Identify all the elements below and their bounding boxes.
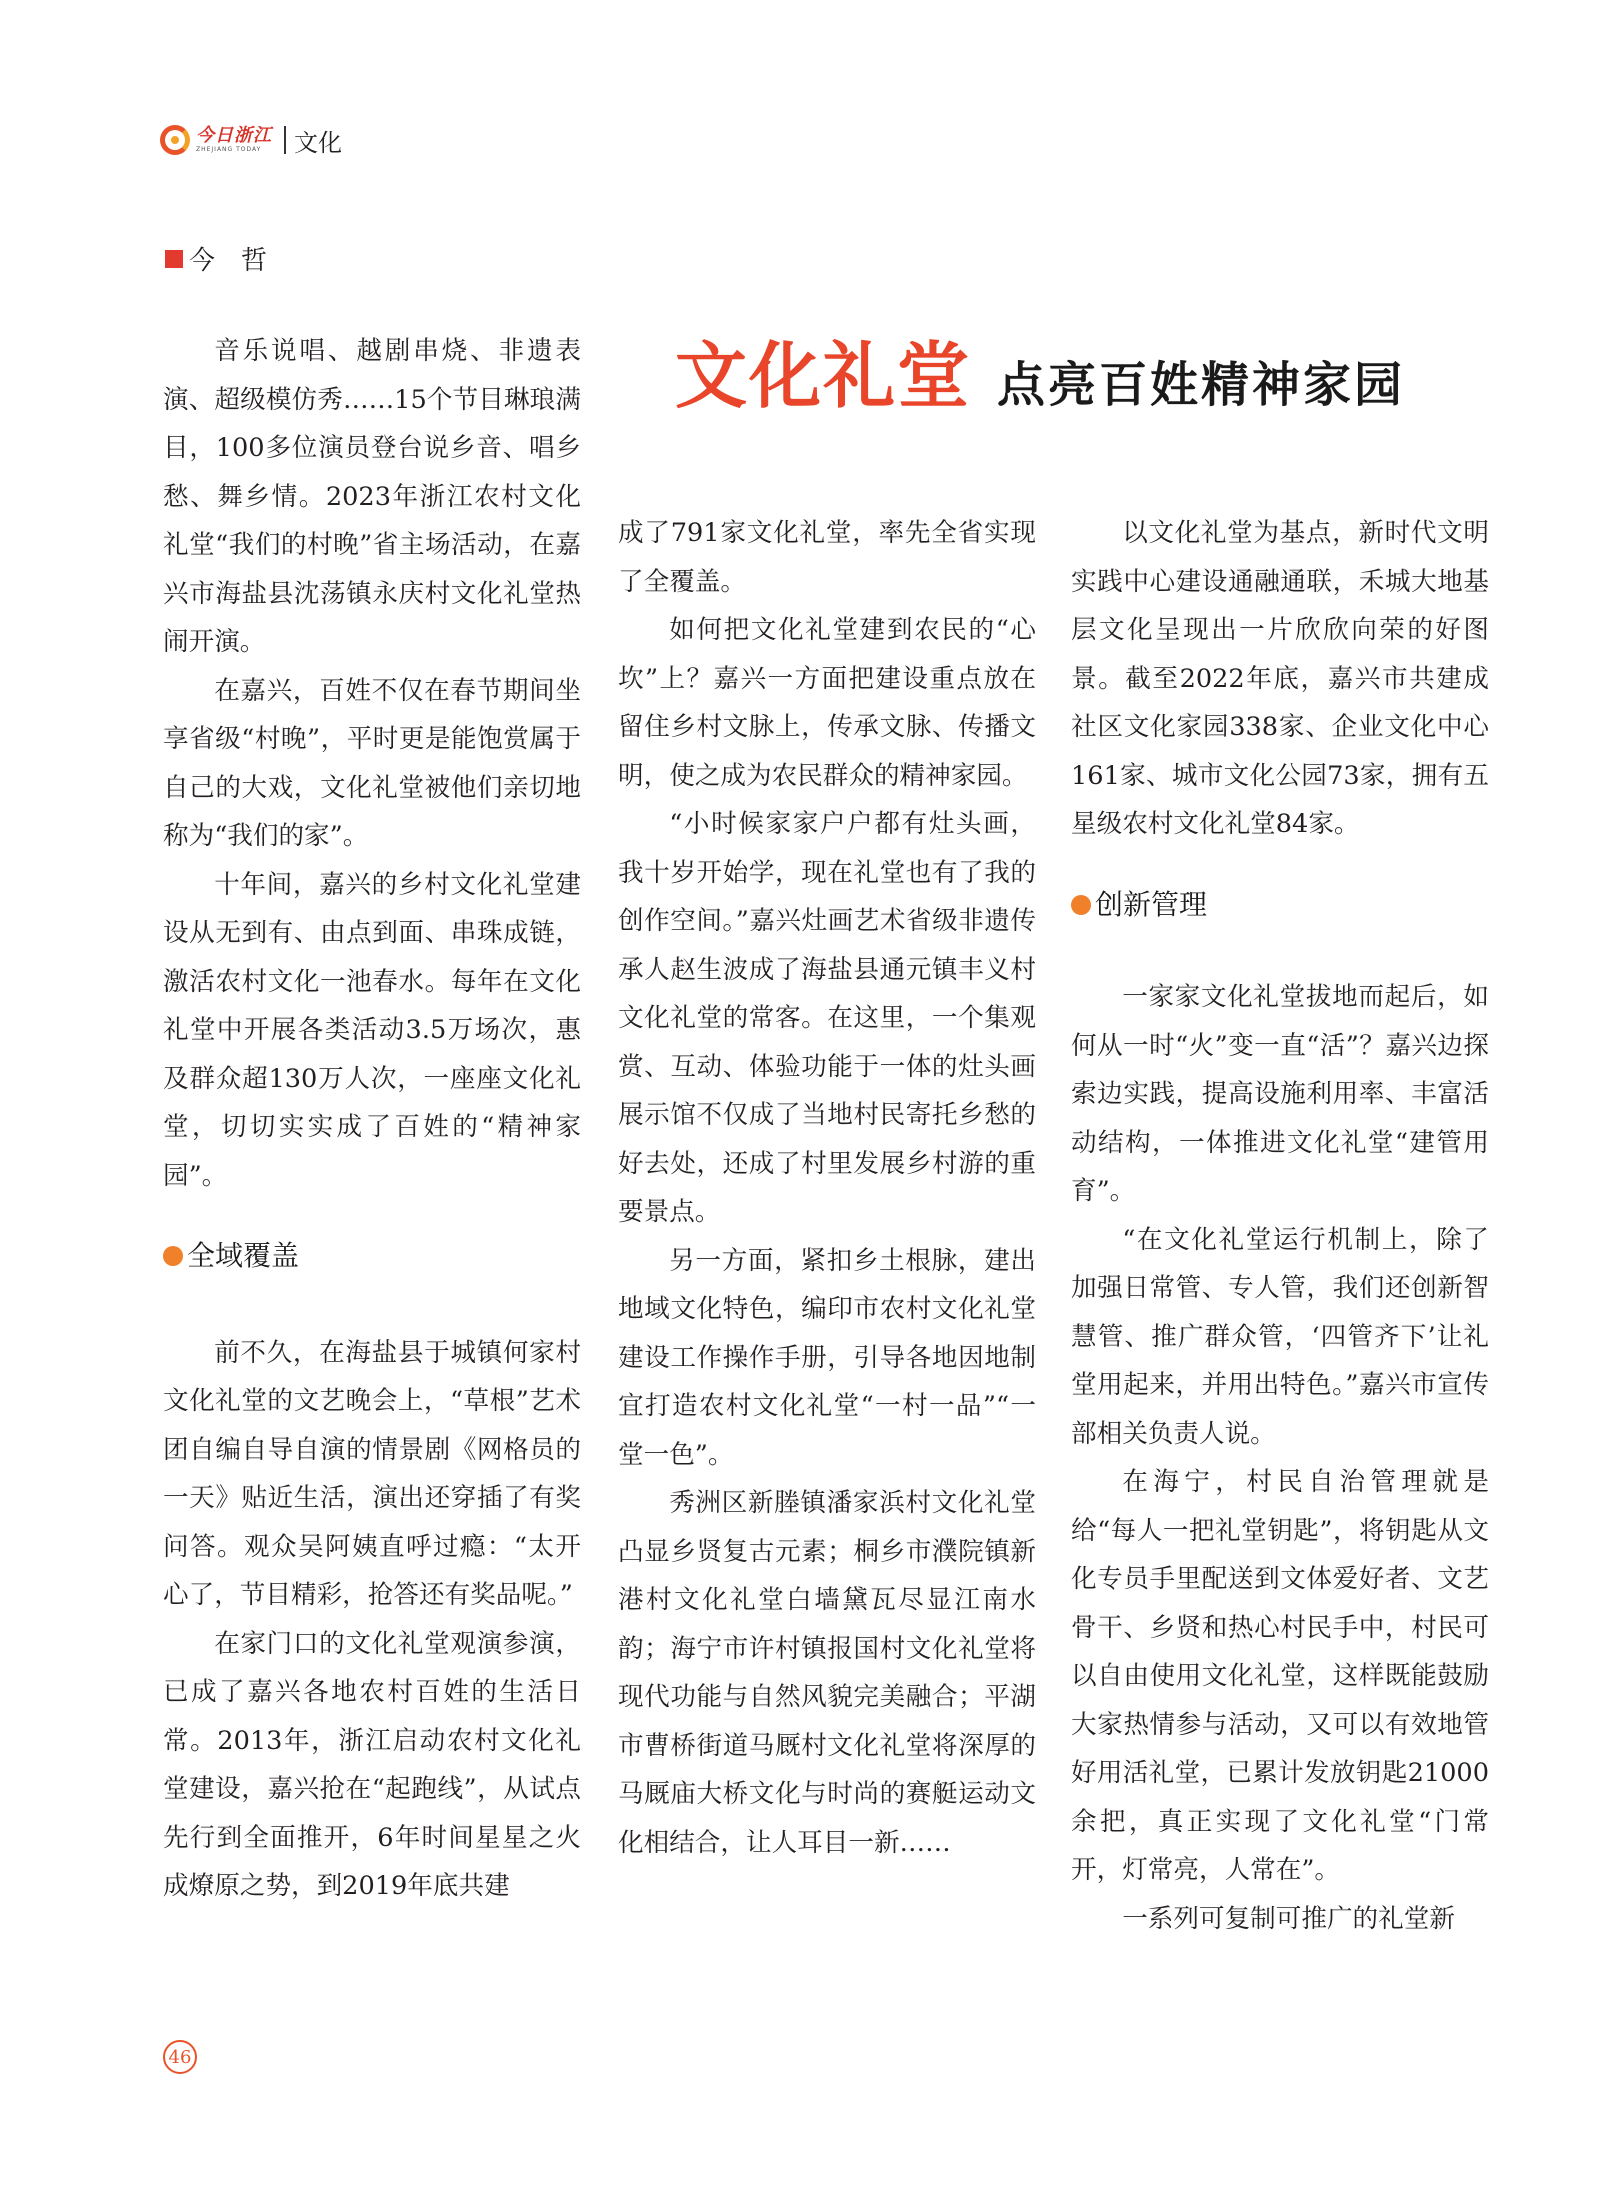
paragraph: “在文化礼堂运行机制上，除了加强日常管、专人管，我们还创新智慧管、推广群众管，‘四管齐下’让礼堂用起来，并用出特色。”嘉兴市宣传部相关负责人说。 xyxy=(1071,1224,1489,1449)
article-title xyxy=(675,318,1405,422)
header-divider xyxy=(284,126,286,154)
paragraph: 十年间，嘉兴的乡村文化礼堂建设从无到有、由点到面、串珠成链，激活农村文化一池春水。每年在文化礼堂中开展各类活动3.5万场次，惠及群众超130万人次，一座座文化礼堂，切切实实成了百姓的“精神家园”。 xyxy=(163,869,581,1191)
paragraph: 音乐说唱、越剧串烧、非遗表演、超级模仿秀……15个节目琳琅满目，100多位演员登台说乡音、唱乡愁、舞乡情。2023年浙江农村文化礼堂“我们的村晚”省主场活动，在嘉兴市海盐县沈荡镇永庆村文化礼堂热闹开演。 xyxy=(163,336,581,657)
title-main: 文化礼堂 xyxy=(675,334,972,418)
page-header xyxy=(160,120,342,160)
title-sub: 点亮百姓精神家园 xyxy=(997,357,1406,413)
page-number: 46 xyxy=(163,2040,197,2074)
column-3 xyxy=(1071,509,1489,1943)
byline-square-icon xyxy=(165,250,183,268)
paragraph: 一系列可复制可推广的礼堂新 xyxy=(1122,1903,1455,1934)
section-heading-management xyxy=(1071,881,1489,930)
section-heading-text: 全域覆盖 xyxy=(187,1239,300,1272)
bullet-dot-icon xyxy=(163,1246,183,1266)
paragraph: 秀洲区新塍镇潘家浜村文化礼堂凸显乡贤复古元素；桐乡市濮院镇新港村文化礼堂白墙黛瓦尽显江南水韵；海宁市许村镇报国村文化礼堂将现代功能与自然风貌完美融合；平湖市曹桥街道马厩村文化礼堂将深厚的马厩庙大桥文化与时尚的赛艇运动文化相结合，让人耳目一新…… xyxy=(618,1488,1036,1858)
paragraph: 如何把文化礼堂建到农民的“心坎”上？嘉兴一方面把建设重点放在留住乡村文脉上，传承文脉、传播文明，使之成为农民群众的精神家园。 xyxy=(618,615,1036,791)
column-1 xyxy=(163,327,581,1911)
paragraph: “小时候家家户户都有灶头画，我十岁开始学，现在礼堂也有了我的创作空间。”嘉兴灶画艺术省级非遗传承人赵生波成了海盐县通元镇丰义村文化礼堂的常客。在这里，一个集观赏、互动、体验功能于一体的灶头画展示馆不仅成了当地村民寄托乡愁的好去处，还成了村里发展乡村游的重要景点。 xyxy=(618,809,1036,1227)
magazine-logo xyxy=(160,125,272,155)
logo-subtitle: ZHEJIANG TODAY xyxy=(196,146,262,153)
paragraph-continuation: 成了791家文化礼堂，率先全省实现了全覆盖。 xyxy=(618,518,1036,597)
bullet-dot-icon xyxy=(1071,895,1091,915)
section-label: 文化 xyxy=(294,128,342,157)
logo-swirl-icon xyxy=(160,125,190,155)
column-2 xyxy=(618,509,1036,1867)
paragraph: 以文化礼堂为基点，新时代文明实践中心建设通融通联，禾城大地基层文化呈现出一片欣欣向荣的好图景。截至2022年底，嘉兴市共建成社区文化家园338家、企业文化中心161家、城市文化公园73家，拥有五星级农村文化礼堂84家。 xyxy=(1071,518,1489,839)
paragraph: 一家家文化礼堂拔地而起后，如何从一时“火”变一直“活”？嘉兴边探索边实践，提高设施利用率、丰富活动结构，一体推进文化礼堂“建管用育”。 xyxy=(1071,982,1489,1206)
section-heading-coverage xyxy=(163,1232,581,1281)
section-heading-text: 创新管理 xyxy=(1095,887,1208,921)
paragraph: 在嘉兴，百姓不仅在春节期间坐享省级“村晚”，平时更是能饱赏属于自己的大戏，文化礼堂被他们亲切地称为“我们的家”。 xyxy=(163,675,581,851)
byline xyxy=(165,240,267,277)
paragraph: 前不久，在海盐县于城镇何家村文化礼堂的文艺晚会上，“草根”艺术团自编自导自演的情景剧《网格员的一天》贴近生活，演出还穿插了有奖问答。观众吴阿姨直呼过瘾：“太开心了，节目精彩，抢答还有奖品呢。” xyxy=(163,1337,581,1610)
author-name: 今 哲 xyxy=(189,246,268,276)
paragraph: 另一方面，紧扣乡土根脉，建出地域文化特色，编印市农村文化礼堂建设工作操作手册，引导各地因地制宜打造农村文化礼堂“一村一品”“一堂一色”。 xyxy=(618,1245,1036,1470)
paragraph: 在家门口的文化礼堂观演参演，已成了嘉兴各地农村百姓的生活日常。2013年，浙江启动农村文化礼堂建设，嘉兴抢在“起跑线”，从试点先行到全面推开，6年时间星星之火成燎原之势，到2019年底共建 xyxy=(163,1628,581,1901)
paragraph: 在海宁，村民自治管理就是给“每人一把礼堂钥匙”，将钥匙从文化专员手里配送到文体爱好者、文艺骨干、乡贤和热心村民手中，村民可以自由使用文化礼堂，这样既能鼓励大家热情参与活动，又可以有效地管好用活礼堂，已累计发放钥匙21000余把，真正实现了文化礼堂“门常开，灯常亮，人常在”。 xyxy=(1071,1467,1489,1885)
logo-title: 今日浙江 xyxy=(196,125,272,146)
